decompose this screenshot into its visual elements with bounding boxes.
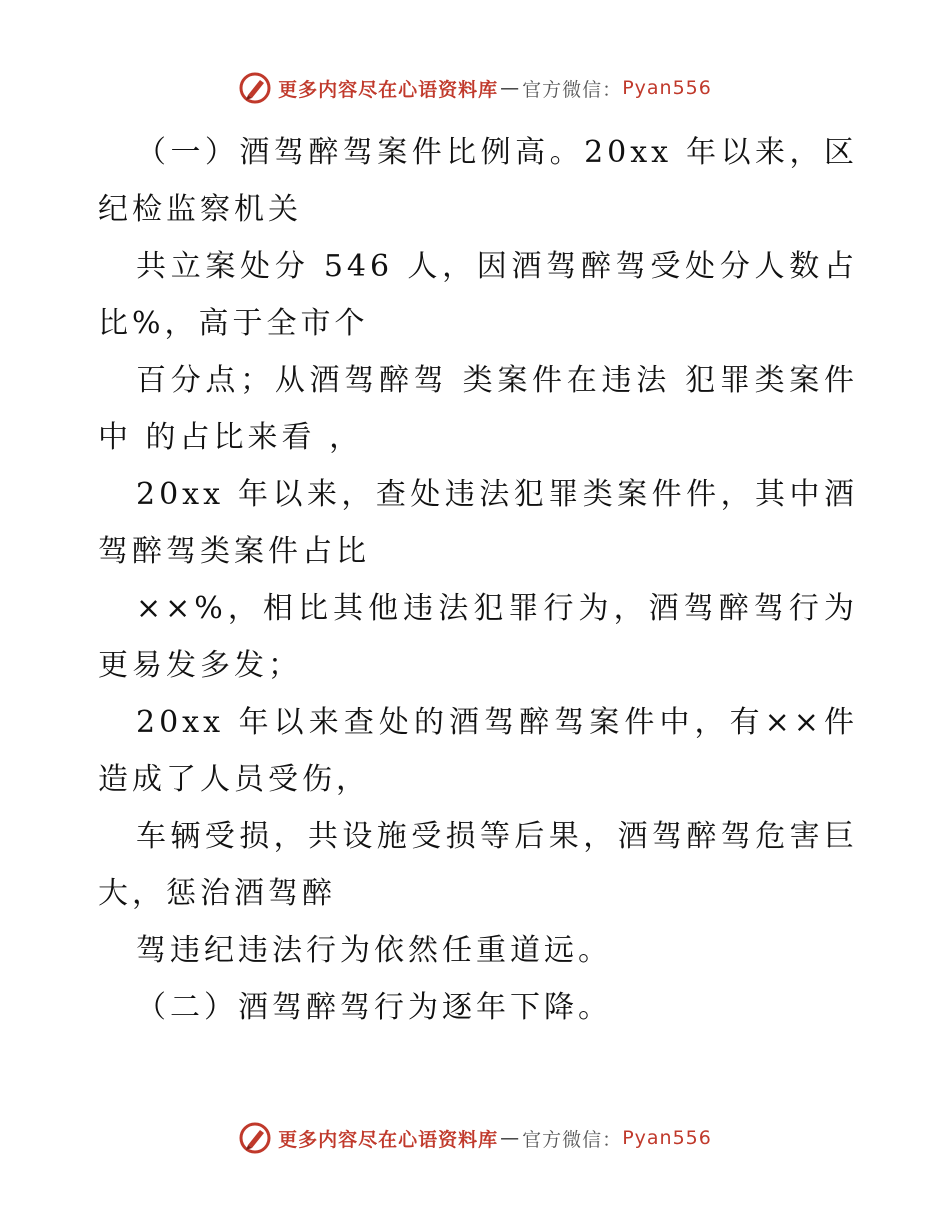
watermark-dash: — xyxy=(500,77,521,99)
paragraph: 百分点；从酒驾醉驾 类案件在违法 犯罪类案件中 的占比来看 ， xyxy=(98,363,858,455)
paragraph: 驾违纪违法行为依然任重道远。 xyxy=(136,933,612,968)
paragraph: ××%，相比其他违法犯罪行为，酒驾醉驾行为更易发多发； xyxy=(98,591,858,683)
watermark-header xyxy=(0,68,950,108)
pen-logo-icon xyxy=(238,71,272,105)
pen-logo-icon xyxy=(238,1121,272,1155)
watermark-main-text: 更多内容尽在心语资料库 xyxy=(278,78,499,101)
paragraph: （一）酒驾醉驾案件比例高。20xx 年以来，区纪检监察机关 xyxy=(98,135,858,227)
paragraph: （二）酒驾醉驾行为逐年下降。 xyxy=(136,990,612,1025)
paragraph: 共立案处分 546 人，因酒驾醉驾受处分人数占比%，高于全市个 xyxy=(98,249,858,341)
paragraph: 车辆受损，共设施受损等后果，酒驾醉驾危害巨大，惩治酒驾醉 xyxy=(98,819,858,911)
watermark-id: Pyan556 xyxy=(622,77,712,99)
paragraph: 20xx 年以来，查处违法犯罪类案件件，其中酒驾醉驾类案件占比 xyxy=(98,477,858,569)
watermark-id: Pyan556 xyxy=(622,1127,712,1149)
watermark-label: 官方微信： xyxy=(522,78,623,101)
watermark-main-text: 更多内容尽在心语资料库 xyxy=(278,1128,499,1151)
watermark-footer xyxy=(0,1118,950,1158)
watermark-label: 官方微信： xyxy=(522,1128,623,1151)
watermark-dash: — xyxy=(500,1127,521,1149)
document-body xyxy=(98,124,858,1036)
paragraph: 20xx 年以来查处的酒驾醉驾案件中，有××件造成了人员受伤， xyxy=(98,705,858,797)
